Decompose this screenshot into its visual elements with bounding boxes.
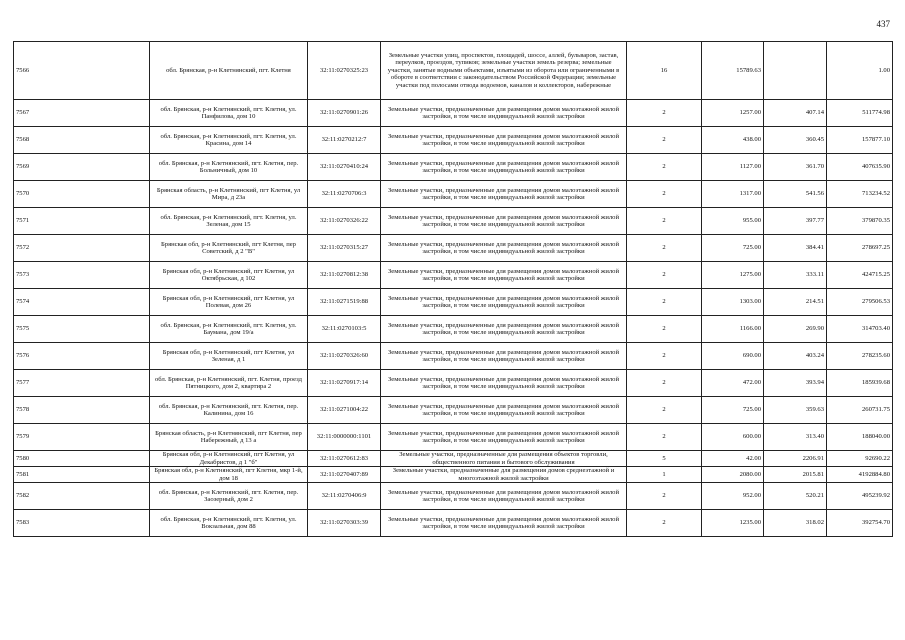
group-number: 2 [627, 208, 702, 235]
cadastral-value: 495239.92 [827, 483, 893, 510]
group-number: 2 [627, 262, 702, 289]
land-use-type: Земельные участки, предназначенные для размещения домов малоэтажной жилой застройки, в том числе индивидуальной жилой застройки [381, 483, 627, 510]
cadastral-value: 1.00 [827, 42, 893, 100]
group-number: 2 [627, 316, 702, 343]
group-number: 2 [627, 424, 702, 451]
area-value: 600.00 [702, 424, 764, 451]
address-cell: обл. Брянская, р-н Клетнянский, пгт. Клетня, проезд Пятницкого, дом 2, квартира 2 [150, 370, 308, 397]
address-cell: обл. Брянская, р-н Клетнянский, пгт. Клетня, ул. Красина, дом 14 [150, 127, 308, 154]
group-number: 2 [627, 154, 702, 181]
area-value: 1127.00 [702, 154, 764, 181]
specific-value: 359.63 [764, 397, 827, 424]
cadastral-value: 188040.00 [827, 424, 893, 451]
row-number: 7582 [14, 483, 150, 510]
cadastral-value: 157877.10 [827, 127, 893, 154]
land-use-type: Земельные участки, предназначенные для размещения домов малоэтажной жилой застройки, в том числе индивидуальной жилой застройки [381, 289, 627, 316]
table-row [14, 181, 893, 208]
row-number: 7567 [14, 100, 150, 127]
cadastral-value: 379870.35 [827, 208, 893, 235]
cadastral-value: 4192884.80 [827, 467, 893, 483]
cadastral-number: 32:11:0270901:26 [308, 100, 381, 127]
group-number: 2 [627, 343, 702, 370]
area-value: 15789.63 [702, 42, 764, 100]
table-row [14, 289, 893, 316]
row-number: 7569 [14, 154, 150, 181]
table-row [14, 467, 893, 483]
cadastral-value: 713234.52 [827, 181, 893, 208]
land-use-type: Земельные участки улиц, проспектов, площадей, шоссе, аллей, бульваров, застав, переулков, проездов, тупиков; земельные участки земель резерва; земельные участки, занятые водными объектами, изъятыми из оборота или ограниченными в обороте в соответствии с законодательством Российской Федерации; земельные участки под полосами отвода водоемов, каналов и коллекторов, набережные [381, 42, 627, 100]
address-cell: Брянская обл, р-н Клетнянский, пгт Клетня, мкр 1-й, дом 18 [150, 467, 308, 483]
land-use-type: Земельные участки, предназначенные для размещения домов малоэтажной жилой застройки, в том числе индивидуальной жилой застройки [381, 510, 627, 537]
area-value: 472.00 [702, 370, 764, 397]
specific-value: 407.14 [764, 100, 827, 127]
row-number: 7576 [14, 343, 150, 370]
cadastral-value: 278697.25 [827, 235, 893, 262]
table-row [14, 208, 893, 235]
group-number: 5 [627, 451, 702, 467]
specific-value: 360.45 [764, 127, 827, 154]
table-row [14, 100, 893, 127]
table-row [14, 397, 893, 424]
table-row [14, 483, 893, 510]
table-row [14, 370, 893, 397]
cadastral-number: 32:11:0270315:27 [308, 235, 381, 262]
row-number: 7570 [14, 181, 150, 208]
address-cell: обл. Брянская, р-н Клетнянский, пгт. Клетня, пер. Калинина, дом 16 [150, 397, 308, 424]
row-number: 7575 [14, 316, 150, 343]
area-value: 1257.00 [702, 100, 764, 127]
row-number: 7577 [14, 370, 150, 397]
specific-value: 333.11 [764, 262, 827, 289]
cadastral-value: 314703.40 [827, 316, 893, 343]
area-value: 1303.00 [702, 289, 764, 316]
cadastral-value: 185939.68 [827, 370, 893, 397]
group-number: 2 [627, 100, 702, 127]
land-use-type: Земельные участки, предназначенные для размещения домов малоэтажной жилой застройки, в том числе индивидуальной жилой застройки [381, 127, 627, 154]
land-use-type: Земельные участки, предназначенные для размещения объектов торговли, общественного питания и бытового обслуживания [381, 451, 627, 467]
cadastral-number: 32:11:0270917:14 [308, 370, 381, 397]
area-value: 1275.00 [702, 262, 764, 289]
address-cell: обл. Брянская, р-н Клетнянский, пгт. Клетня [150, 42, 308, 100]
area-value: 690.00 [702, 343, 764, 370]
cadastral-number: 32:11:0270407:89 [308, 467, 381, 483]
row-number: 7566 [14, 42, 150, 100]
cadastral-number: 32:11:0270612:83 [308, 451, 381, 467]
cadastral-value: 511774.98 [827, 100, 893, 127]
specific-value: 403.24 [764, 343, 827, 370]
cadastral-number: 32:11:0270325:23 [308, 42, 381, 100]
row-number: 7571 [14, 208, 150, 235]
table-row [14, 154, 893, 181]
table-row [14, 451, 893, 467]
table-row [14, 424, 893, 451]
cadastral-value: 279506.53 [827, 289, 893, 316]
specific-value [764, 42, 827, 100]
address-cell: обл. Брянская, р-н Клетнянский, пгт. Клетня, пер. Заозерный, дом 2 [150, 483, 308, 510]
land-use-type: Земельные участки, предназначенные для размещения домов малоэтажной жилой застройки, в том числе индивидуальной жилой застройки [381, 208, 627, 235]
specific-value: 2015.81 [764, 467, 827, 483]
area-value: 438.00 [702, 127, 764, 154]
specific-value: 361.70 [764, 154, 827, 181]
land-use-type: Земельные участки, предназначенные для размещения домов малоэтажной жилой застройки, в том числе индивидуальной жилой застройки [381, 397, 627, 424]
cadastral-value: 407635.90 [827, 154, 893, 181]
page-number: 437 [876, 19, 890, 29]
area-value: 955.00 [702, 208, 764, 235]
row-number: 7583 [14, 510, 150, 537]
address-cell: обл. Брянская, р-н Клетнянский, пгт. Клетня, ул. Баумана, дом 19/а [150, 316, 308, 343]
cadastral-value: 260731.75 [827, 397, 893, 424]
land-use-type: Земельные участки, предназначенные для размещения домов малоэтажной жилой застройки, в том числе индивидуальной жилой застройки [381, 154, 627, 181]
specific-value: 313.40 [764, 424, 827, 451]
cadastral-number: 32:11:0270812:38 [308, 262, 381, 289]
row-number: 7578 [14, 397, 150, 424]
specific-value: 397.77 [764, 208, 827, 235]
table-row [14, 42, 893, 100]
cadastral-number: 32:11:0270326:22 [308, 208, 381, 235]
cadastral-number: 32:11:0270303:39 [308, 510, 381, 537]
row-number: 7573 [14, 262, 150, 289]
specific-value: 384.41 [764, 235, 827, 262]
cadastral-number: 32:11:0271004:22 [308, 397, 381, 424]
land-use-type: Земельные участки, предназначенные для размещения домов малоэтажной жилой застройки, в том числе индивидуальной жилой застройки [381, 316, 627, 343]
cadastral-value: 278235.60 [827, 343, 893, 370]
land-use-type: Земельные участки, предназначенные для размещения домов малоэтажной жилой застройки, в том числе индивидуальной жилой застройки [381, 235, 627, 262]
specific-value: 520.21 [764, 483, 827, 510]
area-value: 1166.00 [702, 316, 764, 343]
cadastral-value: 92690.22 [827, 451, 893, 467]
address-cell: Брянская область, р-н Клетнянский, пгт Клетня, ул Мира, д 23а [150, 181, 308, 208]
cadastral-number: 32:11:0270706:3 [308, 181, 381, 208]
address-cell: Брянская обл, р-н Клетнянский, пгт Клетня, ул Зеленая, д 1 [150, 343, 308, 370]
specific-value: 2206.91 [764, 451, 827, 467]
area-value: 725.00 [702, 235, 764, 262]
group-number: 1 [627, 467, 702, 483]
address-cell: Брянская обл, р-н Клетнянский, пгт Клетня, ул Полевая, дом 26 [150, 289, 308, 316]
land-use-type: Земельные участки, предназначенные для размещения домов среднеэтажной и многоэтажной жилой застройки [381, 467, 627, 483]
address-cell: обл. Брянская, р-н Клетнянский, пгт. Клетня, ул. Зеленая, дом 15 [150, 208, 308, 235]
specific-value: 214.51 [764, 289, 827, 316]
land-use-type: Земельные участки, предназначенные для размещения домов малоэтажной жилой застройки, в том числе индивидуальной жилой застройки [381, 343, 627, 370]
cadastral-number: 32:11:0000000:1101 [308, 424, 381, 451]
area-value: 42.00 [702, 451, 764, 467]
land-use-type: Земельные участки, предназначенные для размещения домов малоэтажной жилой застройки, в том числе индивидуальной жилой застройки [381, 424, 627, 451]
address-cell: Брянская обл, р-н Клетнянский, пгт Клетня, пер Советский, д 2 "В" [150, 235, 308, 262]
specific-value: 269.90 [764, 316, 827, 343]
row-number: 7568 [14, 127, 150, 154]
area-value: 1235.00 [702, 510, 764, 537]
table-row [14, 127, 893, 154]
group-number: 2 [627, 370, 702, 397]
specific-value: 541.56 [764, 181, 827, 208]
area-value: 952.00 [702, 483, 764, 510]
land-use-type: Земельные участки, предназначенные для размещения домов малоэтажной жилой застройки, в том числе индивидуальной жилой застройки [381, 100, 627, 127]
row-number: 7574 [14, 289, 150, 316]
group-number: 16 [627, 42, 702, 100]
cadastral-number: 32:11:0270410:24 [308, 154, 381, 181]
address-cell: обл. Брянская, р-н Клетнянский, пгт. Клетня, пер. Больничный, дом 10 [150, 154, 308, 181]
row-number: 7580 [14, 451, 150, 467]
area-value: 1317.00 [702, 181, 764, 208]
row-number: 7579 [14, 424, 150, 451]
cadastral-number: 32:11:0270103:5 [308, 316, 381, 343]
address-cell: Брянская область, р-н Клетнянский, пгт Клетня, пер Набережный, д 13 а [150, 424, 308, 451]
group-number: 2 [627, 235, 702, 262]
address-cell: обл. Брянская, р-н Клетнянский, пгт. Клетня, ул. Панфилова, дом 10 [150, 100, 308, 127]
cadastral-number: 32:11:0270406:9 [308, 483, 381, 510]
area-value: 2080.00 [702, 467, 764, 483]
address-cell: Брянская обл, р-н Клетнянский, пгт Клетня, ул Октябрьская, д 102 [150, 262, 308, 289]
area-value: 725.00 [702, 397, 764, 424]
cadastral-value: 424715.25 [827, 262, 893, 289]
table-row [14, 343, 893, 370]
cadastral-number: 32:11:0271519:88 [308, 289, 381, 316]
specific-value: 393.94 [764, 370, 827, 397]
group-number: 2 [627, 510, 702, 537]
table-row [14, 510, 893, 537]
table-row [14, 235, 893, 262]
group-number: 2 [627, 289, 702, 316]
cadastral-value: 392754.70 [827, 510, 893, 537]
group-number: 2 [627, 397, 702, 424]
land-use-type: Земельные участки, предназначенные для размещения домов малоэтажной жилой застройки, в том числе индивидуальной жилой застройки [381, 262, 627, 289]
cadastral-value-table [13, 41, 893, 537]
table-row [14, 316, 893, 343]
address-cell: Брянская обл, р-н Клетнянский, пгт Клетня, ул Декабристов, д 1 "б" [150, 451, 308, 467]
cadastral-number: 32:11:0270212:7 [308, 127, 381, 154]
cadastral-number: 32:11:0270326:60 [308, 343, 381, 370]
row-number: 7572 [14, 235, 150, 262]
group-number: 2 [627, 181, 702, 208]
group-number: 2 [627, 483, 702, 510]
specific-value: 318.02 [764, 510, 827, 537]
row-number: 7581 [14, 467, 150, 483]
group-number: 2 [627, 127, 702, 154]
land-use-type: Земельные участки, предназначенные для размещения домов малоэтажной жилой застройки, в том числе индивидуальной жилой застройки [381, 181, 627, 208]
land-use-type: Земельные участки, предназначенные для размещения домов малоэтажной жилой застройки, в том числе индивидуальной жилой застройки [381, 370, 627, 397]
address-cell: обл. Брянская, р-н Клетнянский, пгт. Клетня, ул. Вокзальная, дом 88 [150, 510, 308, 537]
table-row [14, 262, 893, 289]
